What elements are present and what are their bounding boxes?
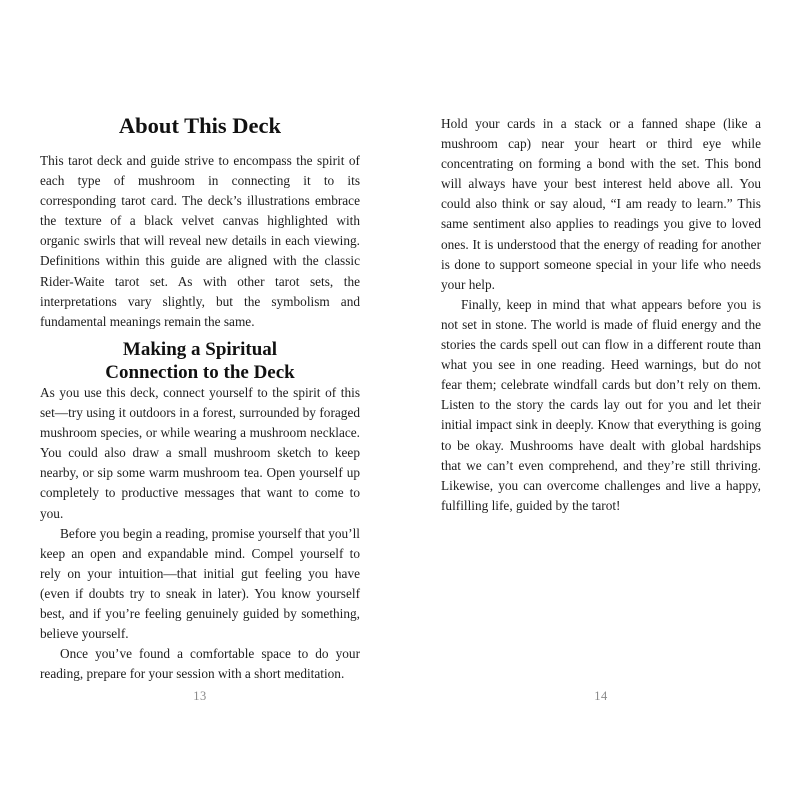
section-heading-line1: Making a Spiritual <box>122 339 278 360</box>
intro-section <box>40 151 360 332</box>
page-number: 13 <box>193 689 207 703</box>
connection-section <box>40 383 360 684</box>
body-paragraph: As you use this deck, connect yourself to the spirit of this set—try using it outdoors in a forest, surrounded by foraged mushroom species, or while wearing a mushroom necklace. You could also draw a small mushroom sketch to keep nearby, or sip some warm mushroom tea. Open yourself up completely to productive messages that want to come to you. <box>40 385 360 521</box>
body-paragraph: Before you begin a reading, promise yourself that you’ll keep an open and expandable mind. Compel yourself to rely on your intuition—that initial gut feeling you have (even if doubts try to sneak in later). You know yourself best, and if you’re feeling genuinely guided by something, believe yourself. <box>40 525 360 642</box>
body-paragraph: Finally, keep in mind that what appears before you is not set in stone. The world is made of fluid energy and the stories the cards spell out can flow in a different route than what you see in one reading. Heed warnings, but do not fear them; celebrate windfall cards but don’t rely on them. Listen to the story the cards lay out for you and let their initial impact sink in deeply. Know that everything is going to be okay. Mushrooms have dealt with global hardships that we can’t even comprehend, and they’re still thriving. Likewise, you can overcome challenges and live a happy, fulfilling life, guided by the tarot! <box>441 296 761 513</box>
body-paragraph: Hold your cards in a stack or a fanned shape (like a mushroom cap) near your heart or third eye while concentrating on forming a bond with the set. This bond will always have your best interest held above all. You could also think or say aloud, “I am ready to learn.” This same sentiment also applies to readings you give to loved ones. It is understood that the energy of reading for another is done to support someone special in your life who needs your help. <box>441 116 761 292</box>
intro-paragraph: This tarot deck and guide strive to encompass the spirit of each type of mushroom in connecting it to its corresponding tarot card. The deck’s illustrations embrace the texture of a black velvet canvas highlighted with organic swirls that will reveal new details in each viewing. Definitions within this guide are aligned with the classic Rider-Waite tarot set. As with other tarot sets, the interpretations vary slightly, but the symbolism and fundamental meanings remain the same. <box>40 153 360 329</box>
section-heading-line2: Connection to the Deck <box>105 362 295 383</box>
body-paragraph: Once you’ve found a comfortable space to do your reading, prepare for your session with a short meditation. <box>40 646 360 682</box>
continued-section <box>441 114 761 516</box>
section-heading <box>40 338 360 384</box>
page-title: About This Deck <box>118 113 282 138</box>
page-number: 14 <box>594 689 608 703</box>
